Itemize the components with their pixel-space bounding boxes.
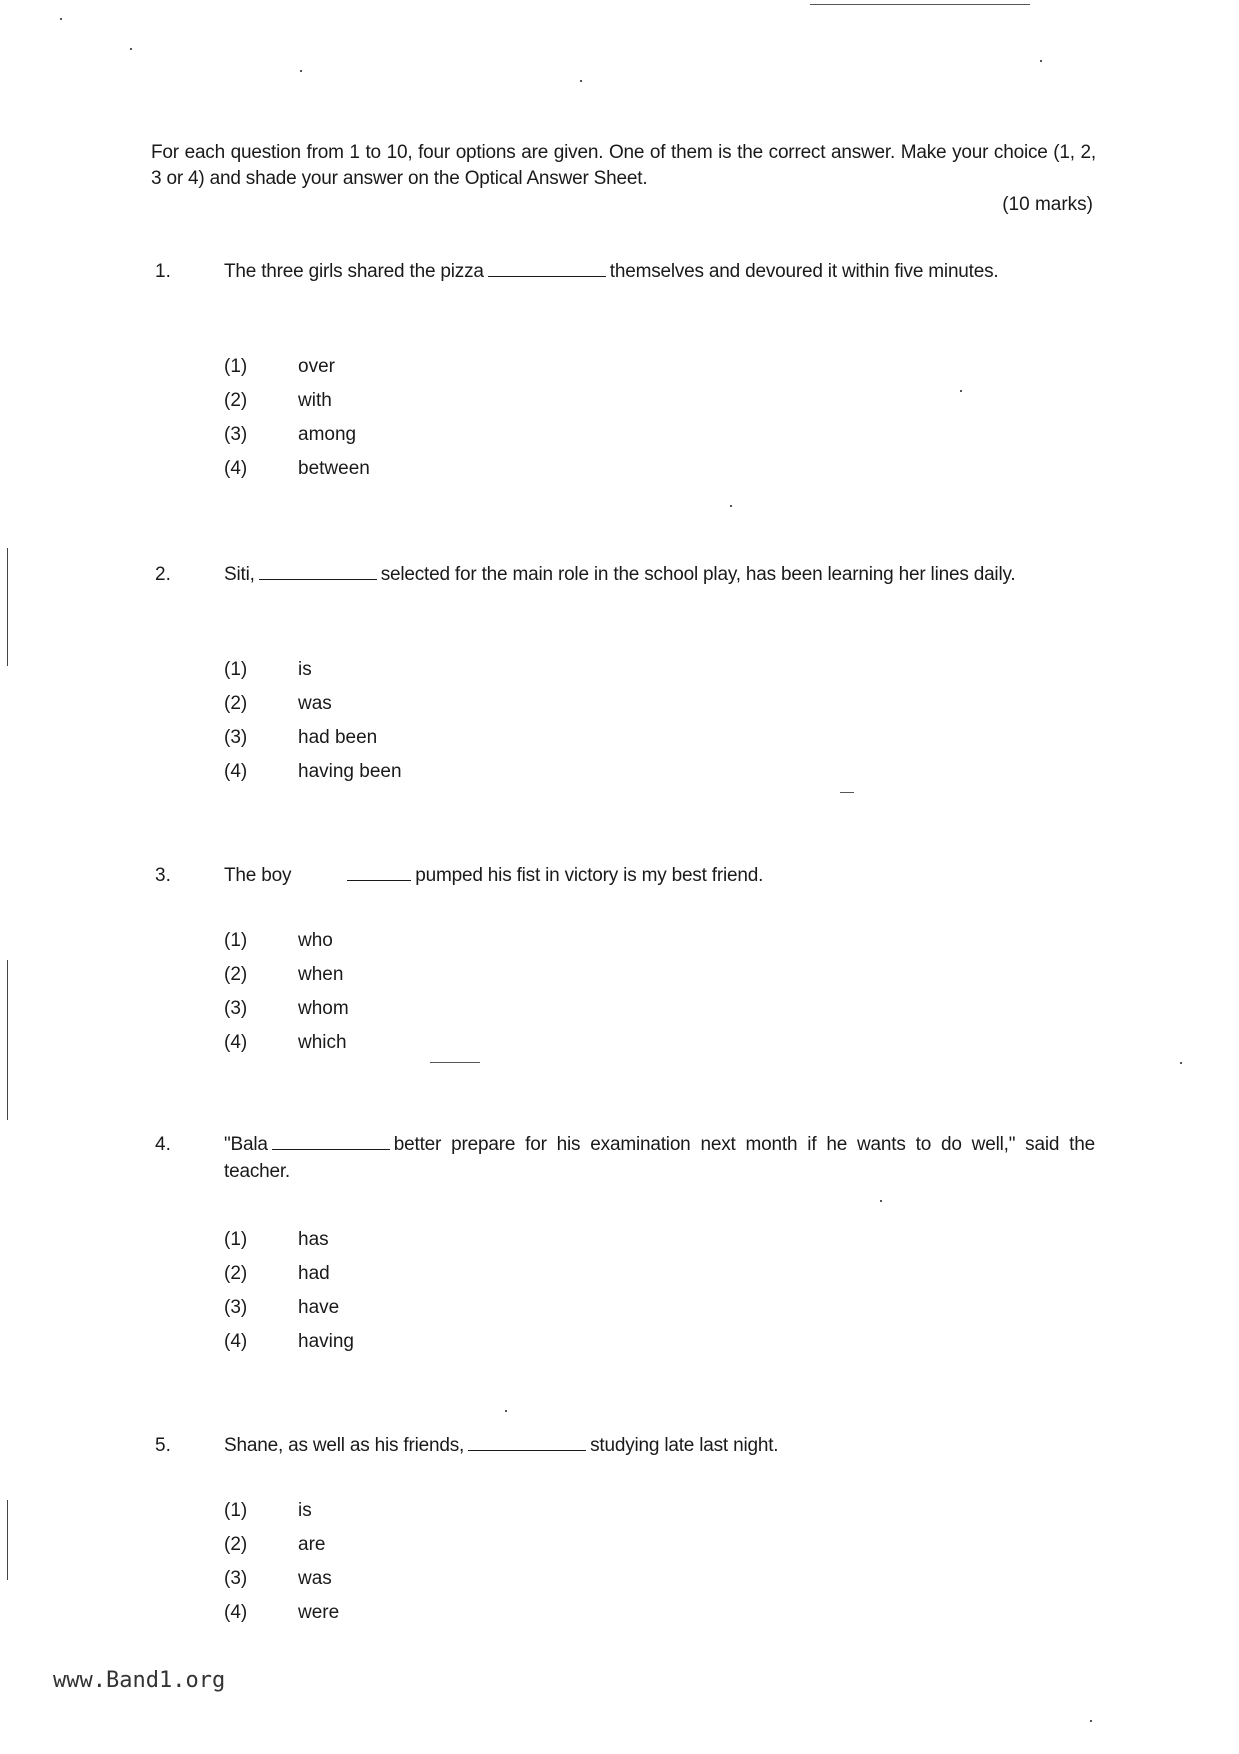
scan-speck xyxy=(1090,1720,1092,1722)
question-text-after: pumped his fist in victory is my best friend. xyxy=(415,865,764,886)
scan-speck xyxy=(1180,1062,1182,1064)
option-number: (2) xyxy=(224,1263,248,1284)
question-text-before: Siti, xyxy=(224,564,255,585)
scan-speck xyxy=(810,4,1030,5)
option-4 xyxy=(224,755,624,789)
option-number: (2) xyxy=(224,964,248,985)
scan-speck xyxy=(840,792,854,793)
option-3 xyxy=(224,418,624,452)
answer-blank xyxy=(347,862,411,881)
question-text-after: themselves and devoured it within five minutes. xyxy=(609,261,999,282)
scan-speck xyxy=(60,18,62,20)
scan-edge-mark xyxy=(7,548,8,666)
option-list xyxy=(224,924,624,1060)
option-text: which xyxy=(298,1032,347,1053)
instructions-text: For each question from 1 to 10, four options are given. One of them is the correct answer. Make your choice (1, 2, 3 or 4) and shade your answer on the Optical Answer Sheet. xyxy=(151,142,1096,189)
option-3 xyxy=(224,1562,624,1596)
option-number: (3) xyxy=(224,998,248,1019)
scan-speck xyxy=(300,70,302,72)
option-number: (2) xyxy=(224,390,248,411)
option-text: was xyxy=(298,693,332,714)
option-text: was xyxy=(298,1568,332,1589)
option-text: among xyxy=(298,424,357,445)
option-text: when xyxy=(298,964,344,985)
scan-speck xyxy=(130,48,132,50)
question-text xyxy=(224,862,1095,889)
option-number: (4) xyxy=(224,458,248,479)
option-number: (3) xyxy=(224,1568,248,1589)
answer-blank xyxy=(488,258,606,277)
option-list xyxy=(224,350,624,486)
option-text: had been xyxy=(298,727,378,748)
option-4 xyxy=(224,1325,624,1359)
option-2 xyxy=(224,384,624,418)
question-text-after: selected for the main role in the school play, has been learning her lines daily. xyxy=(380,564,1016,585)
question-text-after: studying late last night. xyxy=(590,1435,779,1456)
option-number: (1) xyxy=(224,1229,248,1250)
option-2 xyxy=(224,958,624,992)
question-text xyxy=(224,258,1095,285)
scan-speck xyxy=(730,505,732,507)
option-1 xyxy=(224,924,624,958)
scan-speck xyxy=(580,80,582,82)
question-text xyxy=(224,1131,1095,1185)
question-number: 2. xyxy=(155,564,171,585)
option-number: (4) xyxy=(224,1331,248,1352)
scan-edge-mark xyxy=(7,1500,8,1580)
option-2 xyxy=(224,1528,624,1562)
question-number: 5. xyxy=(155,1435,171,1456)
option-list xyxy=(224,1494,624,1630)
scan-speck xyxy=(430,1062,480,1063)
question-text xyxy=(224,561,1095,588)
option-text: are xyxy=(298,1534,326,1555)
question-text-after: better prepare for his examination next month if he wants to do well," said the teacher. xyxy=(224,1134,1095,1182)
scan-speck xyxy=(505,1410,507,1412)
scan-speck xyxy=(880,1200,882,1202)
option-text: with xyxy=(298,390,332,411)
scan-edge-mark xyxy=(7,960,8,1120)
option-3 xyxy=(224,992,624,1026)
question-text-before: The boy xyxy=(224,865,292,886)
option-number: (1) xyxy=(224,356,248,377)
option-text: had xyxy=(298,1263,330,1284)
option-number: (3) xyxy=(224,1297,248,1318)
option-text: between xyxy=(298,458,370,479)
question-number: 4. xyxy=(155,1134,171,1155)
option-3 xyxy=(224,721,624,755)
option-1 xyxy=(224,1223,624,1257)
option-number: (1) xyxy=(224,659,248,680)
option-text: having xyxy=(298,1331,354,1352)
option-text: have xyxy=(298,1297,340,1318)
option-number: (2) xyxy=(224,1534,248,1555)
question-text-before: "Bala xyxy=(224,1134,268,1155)
option-number: (3) xyxy=(224,727,248,748)
option-number: (2) xyxy=(224,693,248,714)
option-list xyxy=(224,1223,624,1359)
answer-blank xyxy=(272,1131,390,1150)
option-text: having been xyxy=(298,761,402,782)
scan-speck xyxy=(1040,60,1042,62)
option-number: (4) xyxy=(224,1032,248,1053)
option-4 xyxy=(224,452,624,486)
option-list xyxy=(224,653,624,789)
option-number: (3) xyxy=(224,424,248,445)
option-text: were xyxy=(298,1602,340,1623)
question-number: 1. xyxy=(155,261,171,282)
question-text-before: Shane, as well as his friends, xyxy=(224,1435,465,1456)
option-text: has xyxy=(298,1229,329,1250)
question-text-before: The three girls shared the pizza xyxy=(224,261,484,282)
option-text: is xyxy=(298,1500,312,1521)
option-number: (4) xyxy=(224,1602,248,1623)
option-2 xyxy=(224,1257,624,1291)
option-2 xyxy=(224,687,624,721)
option-4 xyxy=(224,1026,624,1060)
marks-label: (10 marks) xyxy=(1002,194,1093,215)
option-number: (4) xyxy=(224,761,248,782)
answer-blank xyxy=(259,561,377,580)
option-text: whom xyxy=(298,998,349,1019)
answer-blank xyxy=(468,1432,586,1451)
option-text: is xyxy=(298,659,312,680)
scan-speck xyxy=(960,390,962,392)
option-number: (1) xyxy=(224,1500,248,1521)
option-1 xyxy=(224,1494,624,1528)
question-text xyxy=(224,1432,1095,1459)
footer-watermark: www.Band1.org xyxy=(53,1668,226,1693)
option-number: (1) xyxy=(224,930,248,951)
question-number: 3. xyxy=(155,865,171,886)
option-1 xyxy=(224,653,624,687)
option-text: over xyxy=(298,356,335,377)
option-4 xyxy=(224,1596,624,1630)
option-1 xyxy=(224,350,624,384)
option-3 xyxy=(224,1291,624,1325)
option-text: who xyxy=(298,930,333,951)
